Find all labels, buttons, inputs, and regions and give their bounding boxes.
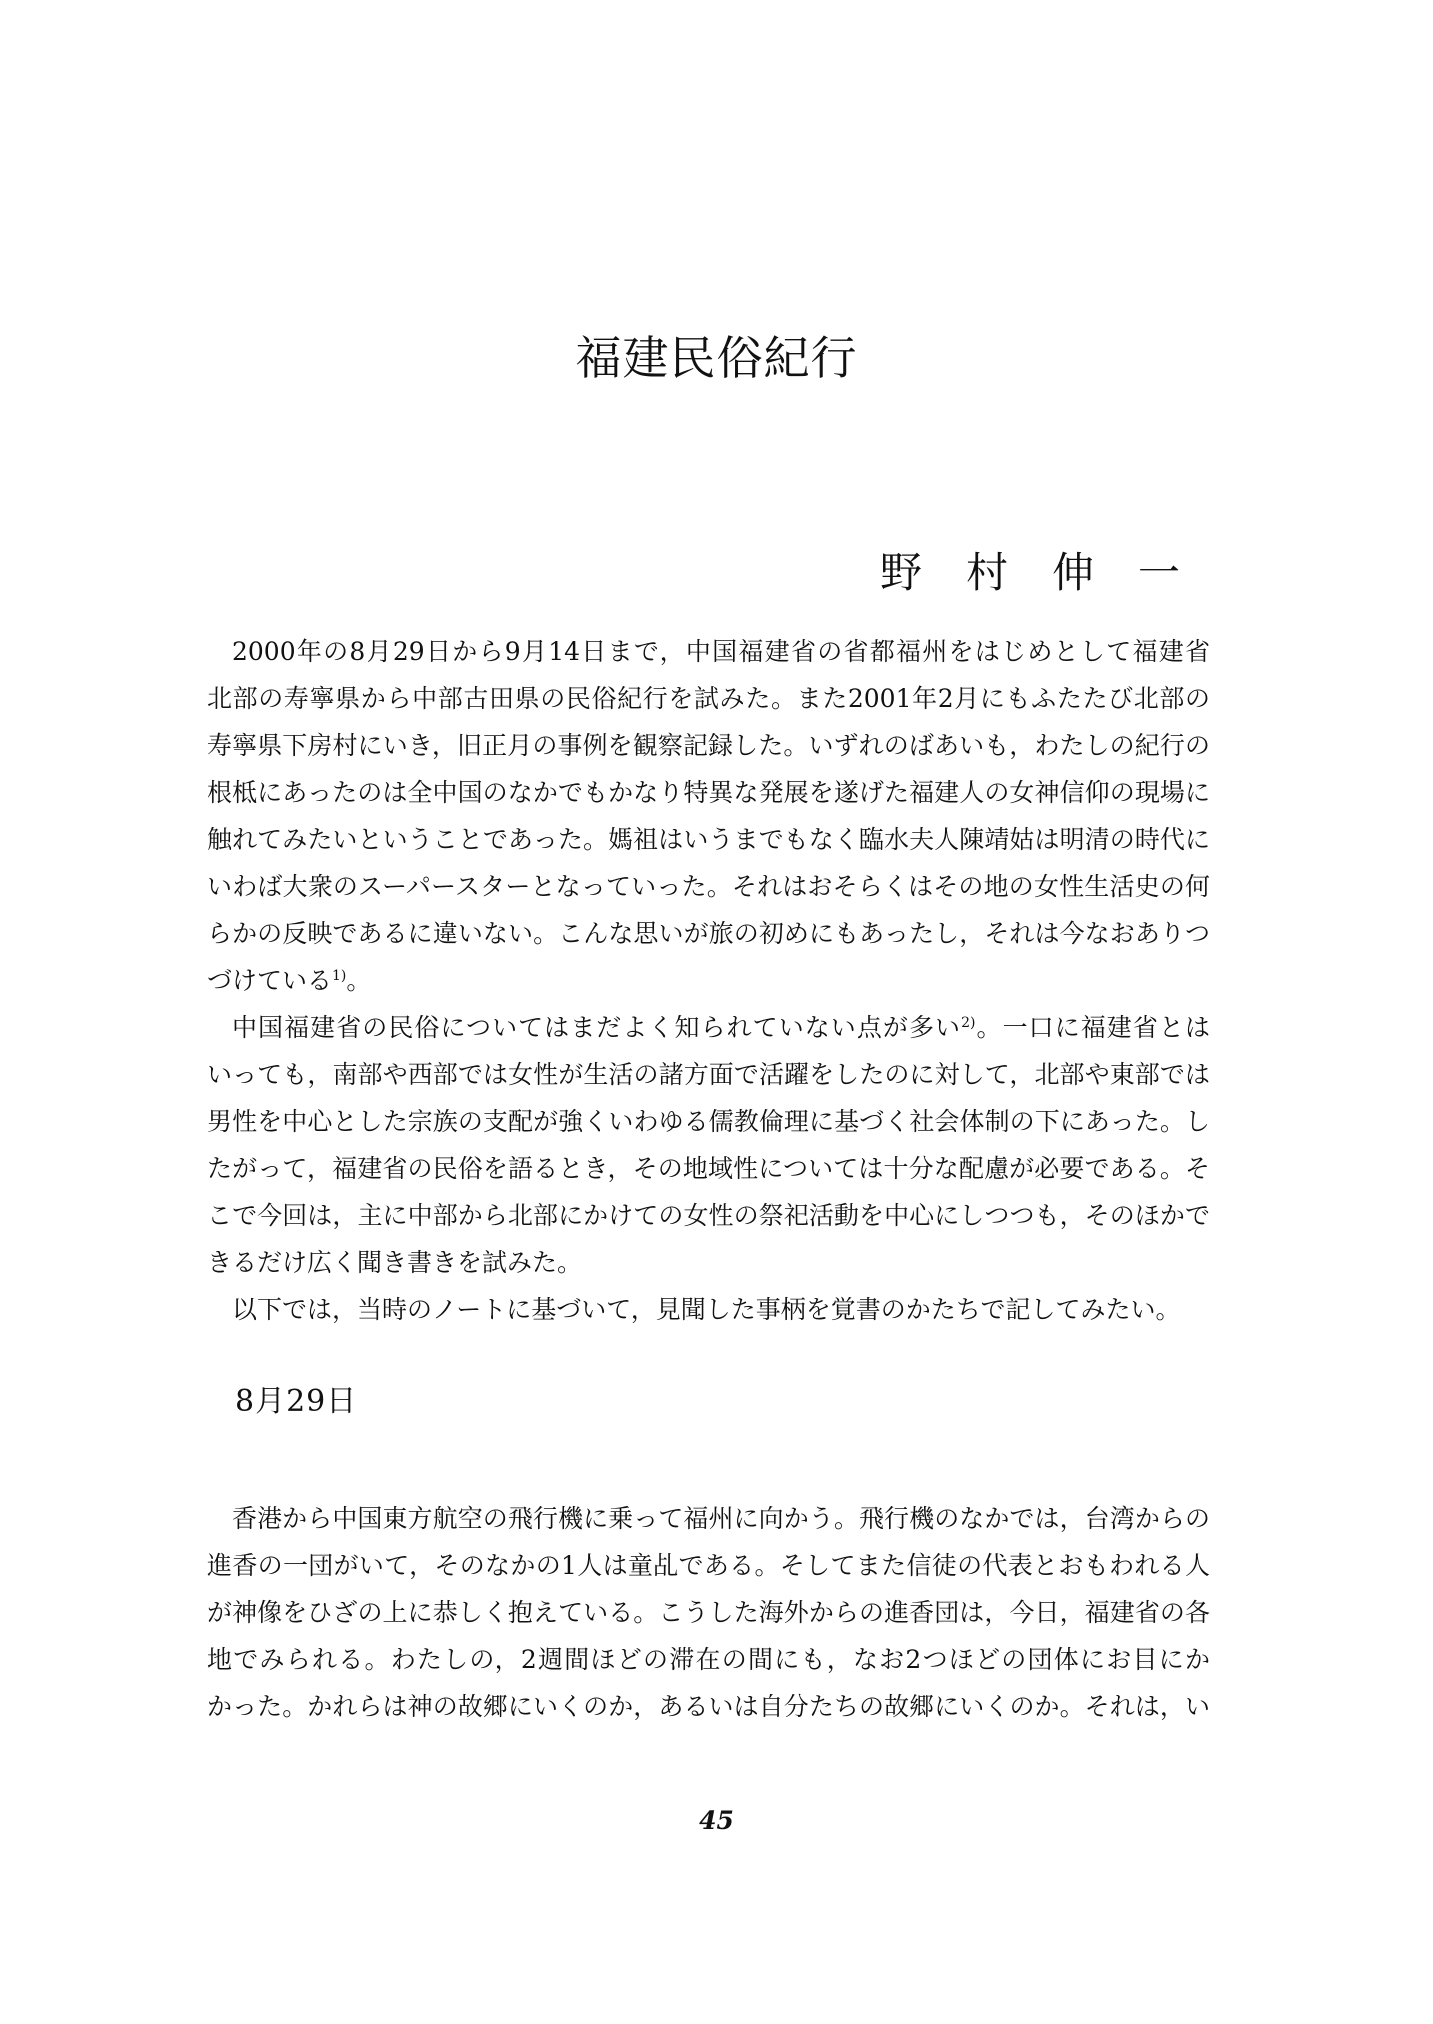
- text-line: [207, 769, 1210, 816]
- text-line: [207, 1239, 1210, 1286]
- text-line: [207, 1004, 1210, 1051]
- line-text: 2000年の8月29日から9月14日まで，中国福建省の省都福州をはじめとして福建省: [232, 637, 1210, 666]
- intro-text: [207, 628, 1210, 1333]
- author-char: 村: [965, 548, 1008, 597]
- text-line: [207, 1051, 1210, 1098]
- text-line: [207, 1145, 1210, 1192]
- line-text: 地でみられる。わたしの，2週間ほどの滞在の間にも，なお2つほどの団体にお目にか: [207, 1645, 1210, 1674]
- line-text: が神像をひざの上に恭しく抱えている。こうした海外からの進香団は，今日，福建省の各: [207, 1598, 1210, 1627]
- line-text: 北部の寿寧県から中部古田県の民俗紀行を試みた。また2001年2月にもふたたび北部の: [207, 684, 1210, 713]
- line-text: 中国福建省の民俗についてはまだよく知られていない点が多い: [232, 1013, 962, 1042]
- text-line: [207, 1286, 1210, 1333]
- text-line: [207, 1542, 1210, 1589]
- line-text: らかの反映であるに違いない。こんな思いが旅の初めにもあったし，それは今なおありつ: [207, 919, 1210, 948]
- text-line: [207, 1589, 1210, 1636]
- article-title: 福建民俗紀行: [575, 331, 858, 385]
- text-line: [207, 1636, 1210, 1683]
- text-line: [207, 910, 1210, 957]
- line-text: 以下では，当時のノートに基づいて，見聞した事柄を覚書のかたちで記してみたい。: [232, 1295, 1181, 1324]
- line-text: たがって，福建省の民俗を語るとき，その地域性については十分な配慮が必要である。そ: [207, 1154, 1210, 1183]
- text-line: [207, 957, 1210, 1004]
- line-text: こで今回は，主に中部から北部にかけての女性の祭祀活動を中心にしつつも，そのほかで: [207, 1201, 1210, 1230]
- author-char: 一: [1137, 548, 1180, 597]
- footnote-ref[interactable]: 1): [332, 968, 347, 984]
- text-line: [207, 1192, 1210, 1239]
- text-line: [207, 675, 1210, 722]
- line-text: 香港から中国東方航空の飛行機に乗って福州に向かう。飛行機のなかでは，台湾からの: [232, 1504, 1210, 1533]
- line-text: 根柢にあったのは全中国のなかでもかなり特異な発展を遂げた福建人の女神信仰の現場に: [207, 778, 1210, 807]
- section-heading: 8月29日: [235, 1384, 358, 1419]
- line-text-after-note: 。一口に福建省とは: [975, 1013, 1210, 1042]
- text-line: [207, 816, 1210, 863]
- author-char: 野: [880, 548, 923, 597]
- text-line: [207, 1098, 1210, 1145]
- line-text: 触れてみたいということであった。媽祖はいうまでもなく臨水夫人陳靖姑は明清の時代に: [207, 825, 1210, 854]
- line-text: いわば大衆のスーパースターとなっていった。それはおそらくはその地の女性生活史の何: [207, 872, 1210, 901]
- line-text: づけている: [207, 966, 333, 995]
- footnote-ref[interactable]: 2): [961, 1015, 976, 1031]
- text-line: [207, 1495, 1210, 1542]
- line-text: いっても，南部や西部では女性が生活の諸方面で活躍をしたのに対して，北部や東部では: [207, 1060, 1210, 1089]
- line-text: 寿寧県下房村にいき，旧正月の事例を観察記録した。いずれのばあいも，わたしの紀行の: [207, 731, 1210, 760]
- text-line: [207, 1683, 1210, 1730]
- author-char: 伸: [1051, 548, 1094, 597]
- line-text: きるだけ広く聞き書きを試みた。: [207, 1248, 583, 1277]
- line-text: 進香の一団がいて，そのなかの1人は童乩である。そしてまた信徒の代表とおもわれる人: [207, 1551, 1210, 1580]
- section-text: [207, 1495, 1210, 1730]
- line-text-after-note: 。: [346, 966, 372, 995]
- author-name: [880, 540, 1180, 600]
- text-line: [207, 722, 1210, 769]
- page-number: 45: [699, 1806, 734, 1835]
- line-text: 男性を中心とした宗族の支配が強くいわゆる儒教倫理に基づく社会体制の下にあった。し: [207, 1107, 1210, 1136]
- line-text: かった。かれらは神の故郷にいくのか，あるいは自分たちの故郷にいくのか。それは，い: [207, 1692, 1210, 1721]
- text-line: [207, 863, 1210, 910]
- text-line: [207, 628, 1210, 675]
